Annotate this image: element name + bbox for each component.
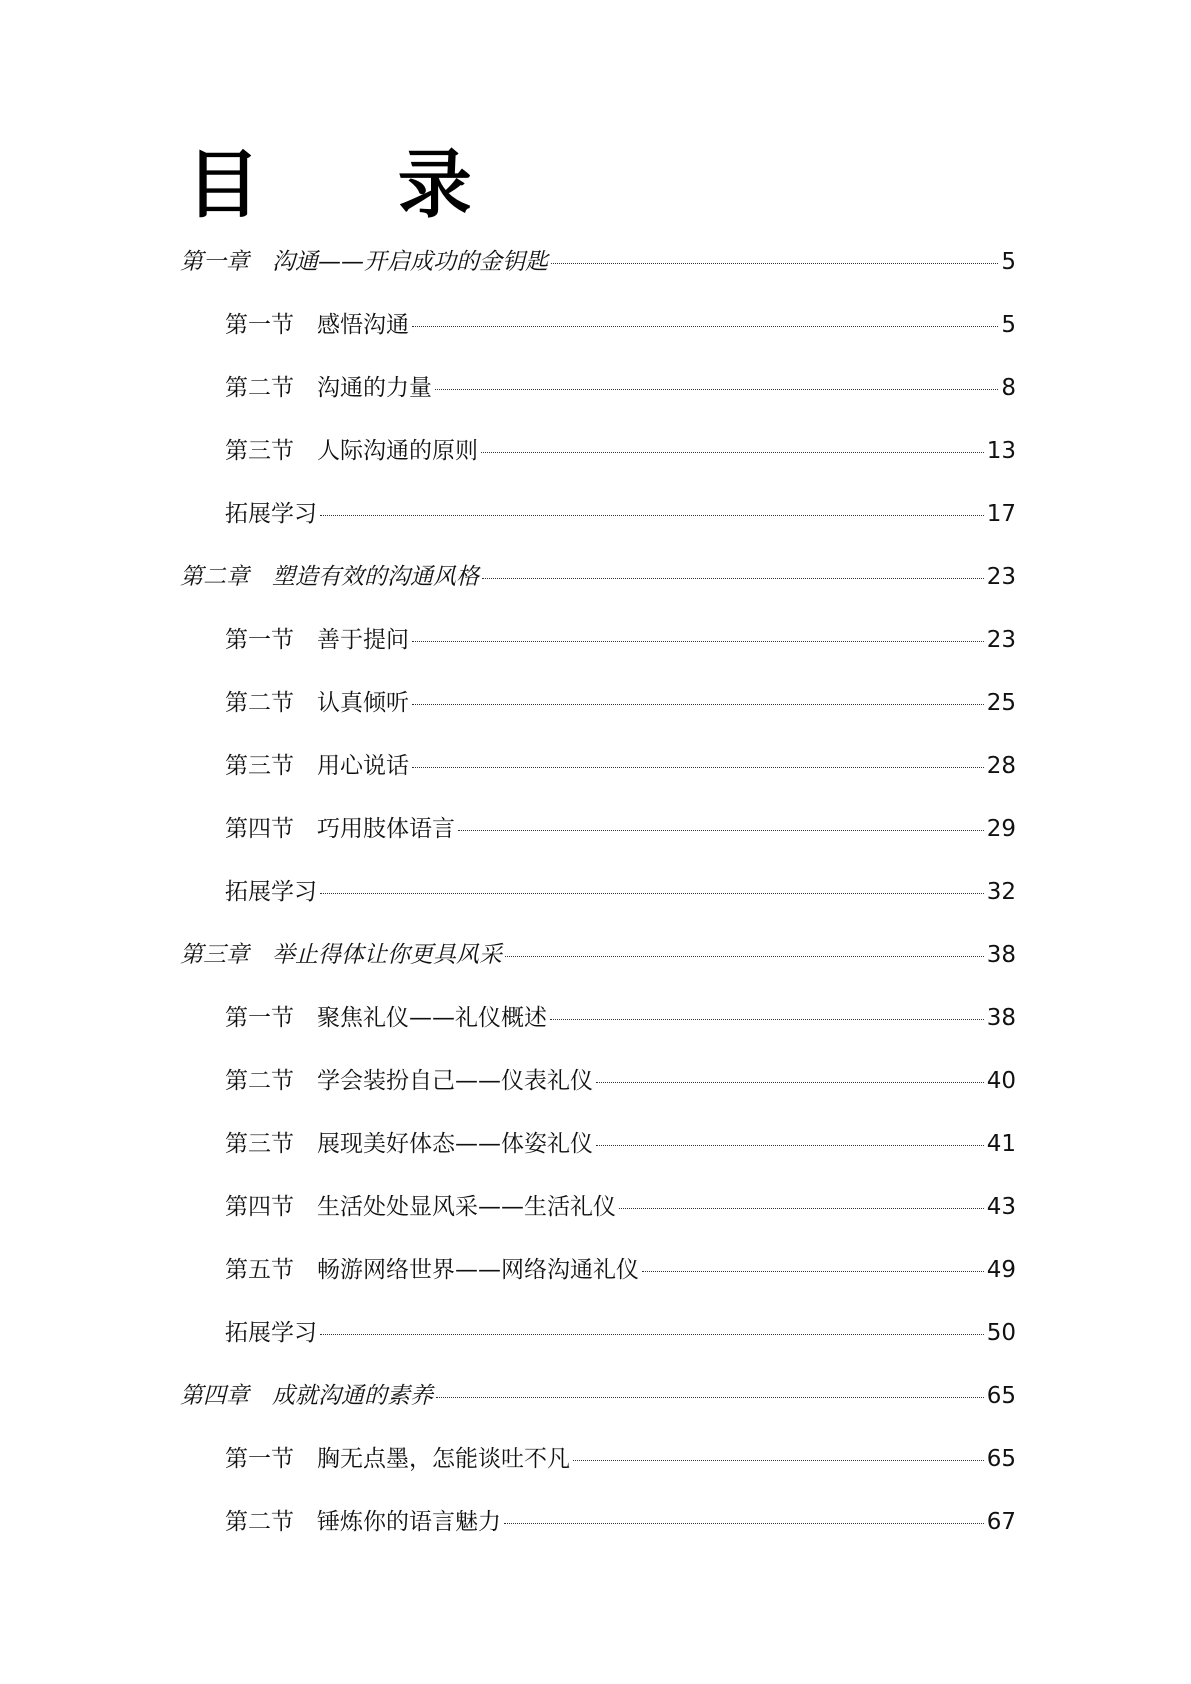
dot-leader xyxy=(320,515,984,516)
toc-page-number: 40 xyxy=(986,1068,1016,1094)
dot-leader xyxy=(412,326,998,327)
toc-entry-label: 第三章 举止得体让你更具风采 xyxy=(180,942,502,968)
toc-entry-label: 第一节 胸无点墨，怎能谈吐不凡 xyxy=(225,1446,570,1472)
dot-leader xyxy=(482,578,984,579)
dot-leader xyxy=(320,893,984,894)
toc-page-number: 13 xyxy=(986,438,1016,464)
toc-entry-label: 第二节 锤炼你的语言魅力 xyxy=(225,1509,501,1535)
dot-leader xyxy=(481,452,984,453)
toc-section-entry[interactable] xyxy=(180,1314,1016,1377)
toc-page-number: 23 xyxy=(986,564,1016,590)
toc-page-number: 29 xyxy=(986,816,1016,842)
toc-section-entry[interactable] xyxy=(180,1503,1016,1566)
toc-section-entry[interactable] xyxy=(180,306,1016,369)
dot-leader xyxy=(551,263,998,264)
toc-section-entry[interactable] xyxy=(180,684,1016,747)
toc-entry-label: 第三节 用心说话 xyxy=(225,753,409,779)
toc-entry-label: 第四章 成就沟通的素养 xyxy=(180,1383,433,1409)
dot-leader xyxy=(505,956,984,957)
toc-section-entry[interactable] xyxy=(180,621,1016,684)
toc-page-number: 25 xyxy=(986,690,1016,716)
dot-leader xyxy=(320,1334,984,1335)
toc-section-entry[interactable] xyxy=(180,1440,1016,1503)
toc-section-entry[interactable] xyxy=(180,999,1016,1062)
toc-entry-label: 第四节 生活处处显风采——生活礼仪 xyxy=(225,1194,616,1220)
toc-entry-label: 第四节 巧用肢体语言 xyxy=(225,816,455,842)
toc-entry-label: 第一章 沟通——开启成功的金钥匙 xyxy=(180,249,548,275)
dot-leader xyxy=(642,1271,984,1272)
toc-entry-label: 第三节 展现美好体态——体姿礼仪 xyxy=(225,1131,593,1157)
toc-page-number: 23 xyxy=(986,627,1016,653)
toc-page-number: 43 xyxy=(986,1194,1016,1220)
dot-leader xyxy=(619,1208,984,1209)
toc-page-number: 65 xyxy=(986,1446,1016,1472)
toc-page-number: 28 xyxy=(986,753,1016,779)
toc-section-entry[interactable] xyxy=(180,495,1016,558)
dot-leader xyxy=(412,767,984,768)
toc-chapter-entry[interactable] xyxy=(180,1377,1016,1440)
toc-section-entry[interactable] xyxy=(180,873,1016,936)
toc-entry-label: 第五节 畅游网络世界——网络沟通礼仪 xyxy=(225,1257,639,1283)
toc-entry-label: 第二节 认真倾听 xyxy=(225,690,409,716)
toc-chapter-entry[interactable] xyxy=(180,243,1016,306)
toc-page-number: 49 xyxy=(986,1257,1016,1283)
dot-leader xyxy=(435,389,998,390)
dot-leader xyxy=(596,1082,984,1083)
dot-leader xyxy=(458,830,984,831)
toc-page-number: 38 xyxy=(986,1005,1016,1031)
toc-section-entry[interactable] xyxy=(180,1251,1016,1314)
table-of-contents xyxy=(180,243,1016,1566)
toc-entry-label: 拓展学习 xyxy=(225,501,317,527)
toc-page-number: 17 xyxy=(986,501,1016,527)
toc-chapter-entry[interactable] xyxy=(180,558,1016,621)
dot-leader xyxy=(504,1523,984,1524)
toc-page-number: 8 xyxy=(1001,375,1016,401)
toc-entry-label: 第一节 聚焦礼仪——礼仪概述 xyxy=(225,1005,547,1031)
toc-page-number: 5 xyxy=(1001,312,1016,338)
dot-leader xyxy=(596,1145,984,1146)
toc-page-number: 65 xyxy=(986,1383,1016,1409)
toc-section-entry[interactable] xyxy=(180,369,1016,432)
toc-entry-label: 拓展学习 xyxy=(225,879,317,905)
toc-entry-label: 第一节 善于提问 xyxy=(225,627,409,653)
toc-page-number: 50 xyxy=(986,1320,1016,1346)
toc-section-entry[interactable] xyxy=(180,810,1016,873)
toc-section-entry[interactable] xyxy=(180,1062,1016,1125)
dot-leader xyxy=(412,704,984,705)
toc-entry-label: 第二节 沟通的力量 xyxy=(225,375,432,401)
toc-chapter-entry[interactable] xyxy=(180,936,1016,999)
toc-entry-label: 拓展学习 xyxy=(225,1320,317,1346)
toc-entry-label: 第二章 塑造有效的沟通风格 xyxy=(180,564,479,590)
toc-section-entry[interactable] xyxy=(180,432,1016,495)
dot-leader xyxy=(573,1460,984,1461)
toc-section-entry[interactable] xyxy=(180,1188,1016,1251)
page-title: 目 录 xyxy=(186,142,528,228)
dot-leader xyxy=(436,1397,984,1398)
toc-page-number: 5 xyxy=(1001,249,1016,275)
toc-section-entry[interactable] xyxy=(180,747,1016,810)
toc-entry-label: 第三节 人际沟通的原则 xyxy=(225,438,478,464)
dot-leader xyxy=(412,641,984,642)
toc-page-number: 32 xyxy=(986,879,1016,905)
toc-page-number: 41 xyxy=(986,1131,1016,1157)
toc-entry-label: 第二节 学会装扮自己——仪表礼仪 xyxy=(225,1068,593,1094)
dot-leader xyxy=(550,1019,984,1020)
toc-page-number: 38 xyxy=(986,942,1016,968)
toc-section-entry[interactable] xyxy=(180,1125,1016,1188)
toc-entry-label: 第一节 感悟沟通 xyxy=(225,312,409,338)
toc-page-number: 67 xyxy=(986,1509,1016,1535)
